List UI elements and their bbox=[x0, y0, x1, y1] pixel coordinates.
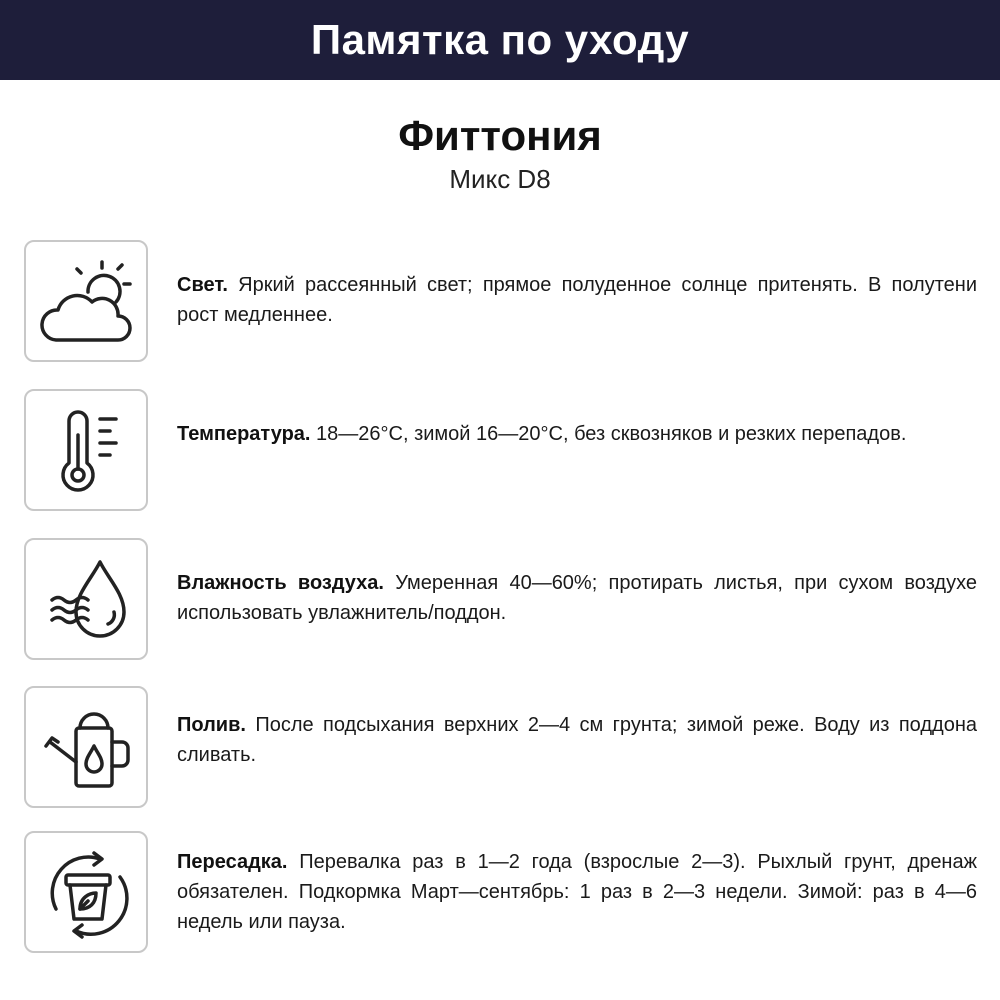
care-description: Перевалка раз в 1—2 года (взрослые 2—3). Рыхлый грунт, дренаж обязателен. Подкормка Март—сентябрь: 1 раз в 2—3 недели. Зимой: раз в 4—6 недель или пауза. bbox=[177, 851, 977, 933]
care-title: Температура. bbox=[177, 423, 311, 445]
care-text-humidity bbox=[177, 568, 977, 628]
plant-variant: Микс D8 bbox=[449, 164, 551, 194]
page-title: Памятка по уходу bbox=[310, 16, 690, 63]
care-text-watering bbox=[177, 710, 977, 770]
care-title: Пересадка. bbox=[177, 851, 288, 873]
care-row-watering bbox=[24, 686, 984, 812]
care-title: Свет. bbox=[177, 274, 228, 296]
care-description: Умеренная 40—60%; протирать листья, при сухом воздухе использовать увлажнитель/поддон. bbox=[177, 572, 977, 624]
thermometer-icon bbox=[36, 401, 136, 501]
care-title: Влажность воздуха. bbox=[177, 572, 384, 594]
care-row-humidity bbox=[24, 538, 984, 664]
watering-can-icon bbox=[36, 698, 136, 798]
icon-box bbox=[24, 240, 148, 362]
care-row-light bbox=[24, 240, 984, 366]
care-description: Яркий рассеянный свет; прямое полуденное солнце притенять. В полутени рост медленнее. bbox=[177, 274, 977, 326]
repot-cycle-icon bbox=[36, 843, 136, 943]
plant-name: Фиттония bbox=[398, 112, 602, 159]
humidity-drop-icon bbox=[36, 550, 136, 650]
header-bar bbox=[0, 0, 1000, 80]
icon-box bbox=[24, 831, 148, 953]
care-description: 18—26°C, зимой 16—20°C, без сквозняков и резких перепадов. bbox=[316, 423, 907, 445]
care-row-repotting bbox=[24, 831, 984, 957]
care-text-temperature bbox=[177, 419, 977, 449]
sun-cloud-icon bbox=[36, 252, 136, 352]
care-title: Полив. bbox=[177, 714, 246, 736]
icon-box bbox=[24, 686, 148, 808]
icon-box bbox=[24, 389, 148, 511]
care-row-temperature bbox=[24, 389, 984, 515]
care-text-light bbox=[177, 270, 977, 330]
icon-box bbox=[24, 538, 148, 660]
care-text-repotting bbox=[177, 847, 977, 937]
care-description: После подсыхания верхних 2—4 см грунта; зимой реже. Воду из поддона сливать. bbox=[177, 714, 977, 766]
